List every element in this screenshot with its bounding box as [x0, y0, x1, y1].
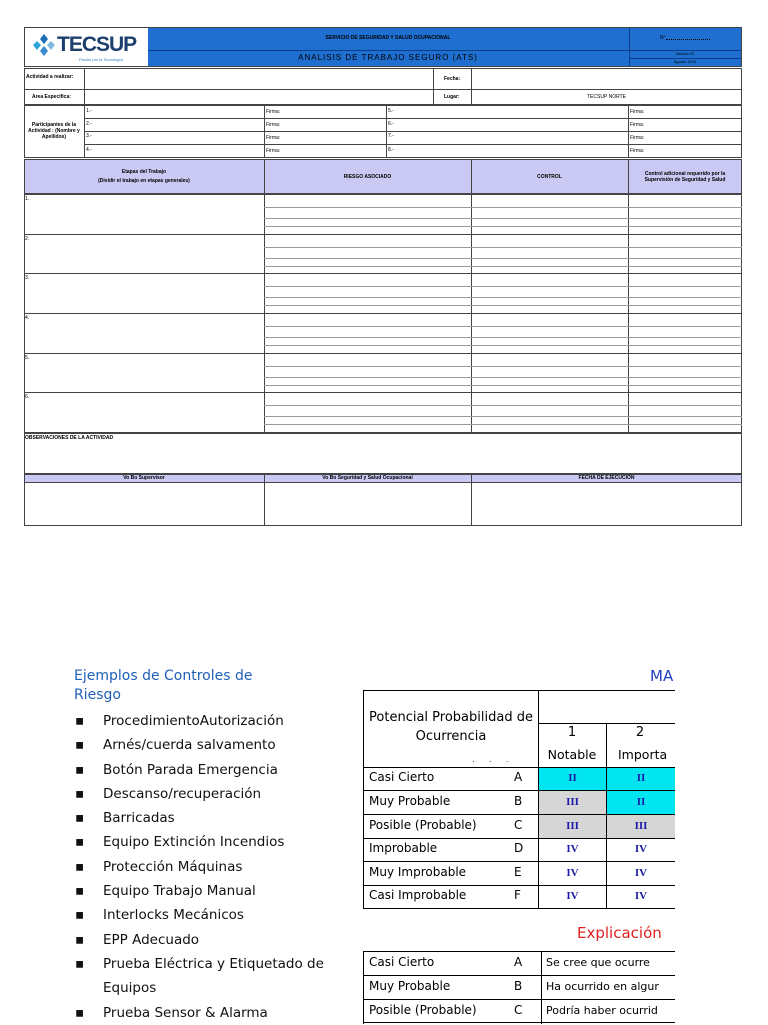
- vobo-sso: Vo Bo Seguridad y Salud Ocupacional: [322, 475, 413, 481]
- stage-subline: [264, 247, 742, 248]
- stage-subline: [264, 286, 742, 287]
- observations-label: OBSERVACIONES DE LA ACTIVIDAD: [25, 435, 114, 441]
- execution-date-field[interactable]: [472, 483, 741, 525]
- stage-subline: [264, 424, 742, 425]
- explanation-row-label: Muy Probable: [369, 979, 451, 993]
- stage-subline: [264, 305, 742, 306]
- explanation-row-text: Podría haber ocurrid: [546, 1004, 658, 1017]
- firma-label[interactable]: Firma:: [630, 109, 645, 115]
- logo: [25, 28, 147, 66]
- matrix-value: IV: [634, 867, 648, 879]
- col-additional: Control adicional requerido por la Supervisión de Seguridad y Salud: [644, 171, 726, 183]
- list-item: ▪ Descanso/recuperación: [75, 785, 262, 802]
- matrix-value: II: [568, 772, 577, 784]
- matrix-value: IV: [566, 843, 579, 855]
- matrix-col2-label: Importa: [618, 747, 668, 762]
- firma-label[interactable]: Firma:: [630, 135, 645, 141]
- explanation-row-letter: C: [514, 1003, 523, 1017]
- explanation-title: Explicación: [577, 924, 662, 942]
- stage-subline: [264, 266, 742, 267]
- stage-subline: [264, 337, 742, 338]
- matrix-title: MA: [650, 667, 674, 685]
- stage-divider: [24, 392, 742, 393]
- activity-input[interactable]: [85, 69, 432, 88]
- list-item: ▪ Equipo Trabajo Manual: [75, 883, 256, 900]
- matrix-value: II: [636, 772, 646, 784]
- list-item: ▪ Barricadas: [75, 810, 175, 827]
- explanation-row-line: [363, 999, 675, 1000]
- matrix-row-label: Casi Cierto: [369, 770, 435, 784]
- lugar-value[interactable]: TECSUP NORTE: [587, 94, 626, 100]
- stage-subline: [264, 218, 742, 219]
- stage-4[interactable]: 4.: [25, 315, 30, 321]
- list-item: ▪ Prueba Sensor & Alarma: [75, 1004, 268, 1021]
- firma-label[interactable]: Firma:: [266, 135, 281, 141]
- fecha-ejecucion: FECHA DE EJECUCIÓN: [578, 475, 635, 481]
- matrix-row-line: [363, 908, 675, 909]
- stage-subline: [264, 326, 742, 327]
- area-input[interactable]: [85, 90, 432, 104]
- activity-label: Actividad a realizar:: [26, 74, 74, 80]
- doc-number-line: [666, 39, 710, 40]
- stage-divider: [24, 313, 742, 314]
- explanation-row-label: Posible (Probable): [369, 1003, 477, 1017]
- matrix-row-line: [363, 885, 675, 886]
- matrix-col2-num: 2: [635, 725, 645, 740]
- stage-subline: [264, 405, 742, 406]
- explanation-col-line: [541, 951, 542, 1024]
- list-item: ▪ Protección Máquinas: [75, 858, 243, 875]
- matrix-row-label: Muy Probable: [369, 794, 451, 808]
- vobo-supervisor: Vo Bo Supervisor: [123, 475, 165, 481]
- matrix-value: III: [634, 820, 648, 832]
- participant-8[interactable]: 8.-: [388, 147, 394, 153]
- matrix-value: III: [566, 820, 579, 832]
- firma-label[interactable]: Firma:: [266, 148, 281, 154]
- logo-text: TECSUP: [57, 33, 137, 56]
- participant-3[interactable]: 3.-: [86, 133, 92, 139]
- firma-label[interactable]: Firma:: [266, 109, 281, 115]
- matrix-row-letter: D: [514, 841, 524, 855]
- logo-tagline: Pasión por la Tecnología: [79, 57, 123, 62]
- matrix-row-letter: B: [514, 794, 523, 808]
- explanation-row-letter: A: [514, 955, 523, 969]
- participant-2[interactable]: 2.-: [86, 121, 92, 127]
- matrix-row-line: [363, 838, 675, 839]
- participants-row-line: [84, 118, 742, 119]
- list-item: ▪ EPP Adecuado: [75, 931, 200, 948]
- explanation-row-line: [363, 975, 675, 976]
- stage-3[interactable]: 3.: [25, 275, 30, 281]
- stage-divider: [24, 234, 742, 235]
- matrix-value: IV: [566, 890, 579, 902]
- participant-7[interactable]: 7.-: [388, 133, 394, 139]
- matrix-value: II: [636, 796, 646, 808]
- participants-label: Participantes de la Actividad : (Nombre y Apellidos): [28, 122, 80, 140]
- observations-box[interactable]: [24, 433, 742, 474]
- stage-subline: [264, 258, 742, 259]
- list-item: ▪ ProcedimientoAutorización: [75, 713, 284, 729]
- col-stages-sub: (Dividir el trabajo en etapas generales): [98, 178, 190, 184]
- matrix-row-line: [363, 861, 675, 862]
- explanation-row-text: Ha ocurrido en algur: [546, 980, 659, 993]
- col-stages: Etapas del Trabajo: [121, 169, 167, 175]
- participant-1[interactable]: 1.-: [86, 108, 92, 114]
- matrix-value: III: [566, 796, 579, 808]
- stage-subline: [264, 385, 742, 386]
- controls-title: Ejemplos de Controles de Riesgo: [74, 668, 253, 703]
- matrix-col1-num: 1: [567, 725, 577, 740]
- list-item: ▪ Botón Parada Emergencia: [75, 761, 278, 778]
- service-title: SERVICIO DE SEGURIDAD Y SALUD OCUPACIONAL: [325, 35, 451, 41]
- doc-title: ANALISIS DE TRABAJO SEGURO (ATS): [298, 53, 478, 62]
- matrix-value: IV: [634, 890, 648, 902]
- stage-subline: [264, 226, 742, 227]
- controls-items: [75, 709, 333, 1025]
- fecha-label: Fecha:: [444, 76, 461, 82]
- stage-subline: [264, 366, 742, 367]
- matrix-row-label: Casi Improbable: [369, 888, 467, 902]
- matrix-value: IV: [566, 867, 579, 879]
- firma-label[interactable]: Firma:: [630, 148, 645, 154]
- doc-date: Agosto 2016: [673, 59, 697, 64]
- supervisor-signature-field[interactable]: [25, 483, 263, 525]
- participant-4[interactable]: 4.-: [86, 147, 92, 153]
- matrix-col1-label: Notable: [547, 747, 597, 762]
- list-item: ▪ Prueba Eléctrica y Etiquetado de Equipos: [75, 955, 324, 997]
- list-item: ▪ Arnés/cuerda salvamento: [75, 737, 276, 754]
- matrix-value: IV: [634, 843, 648, 855]
- explanation-row-line: [363, 1022, 675, 1023]
- firma-label[interactable]: Firma:: [266, 122, 281, 128]
- sso-signature-field[interactable]: [265, 483, 470, 525]
- stage-subline: [264, 345, 742, 346]
- stage-5[interactable]: 5.: [25, 355, 30, 361]
- doc-number-label: N°: [660, 35, 666, 41]
- stage-subline: [264, 297, 742, 298]
- stage-1[interactable]: 1.: [25, 196, 30, 202]
- matrix-row-letter: E: [514, 865, 522, 879]
- participant-5[interactable]: 5.-: [388, 108, 394, 114]
- stage-6[interactable]: 6.: [25, 394, 30, 400]
- fecha-input[interactable]: [472, 69, 741, 88]
- explanation-row-label: Casi Cierto: [369, 955, 435, 969]
- col-control: CONTROL: [537, 174, 562, 180]
- matrix-row-label: Posible (Probable): [369, 818, 477, 832]
- header-col-line: [628, 159, 629, 194]
- matrix-row-letter: C: [514, 818, 523, 832]
- matrix-header-dots: · · ·: [472, 757, 515, 766]
- area-label: Area Especifica:: [32, 94, 71, 100]
- explanation-row-text: Se cree que ocurre: [546, 956, 650, 969]
- matrix-row-label: Improbable: [369, 841, 438, 855]
- participants-row-line: [84, 144, 742, 145]
- activity-col2: [433, 68, 434, 105]
- matrix-row-letter: F: [514, 888, 521, 902]
- participants-row-line: [84, 131, 742, 132]
- stage-subline: [264, 207, 742, 208]
- stage-2[interactable]: 2.: [25, 236, 30, 242]
- list-item: ▪ Equipo Extinción Incendios: [75, 834, 285, 851]
- col-risk: RIESGO ASOCIADO: [343, 174, 392, 180]
- matrix-header: Potencial Probabilidad de Ocurrencia: [369, 710, 533, 744]
- lugar-label: Lugar:: [444, 94, 460, 100]
- stage-subline: [264, 416, 742, 417]
- participant-6[interactable]: 6.-: [388, 121, 394, 127]
- stage-divider: [24, 273, 742, 274]
- tecsup-logo-icon: [31, 33, 57, 57]
- matrix-row-letter: A: [514, 770, 523, 784]
- matrix-row-label: Muy Improbable: [369, 865, 467, 879]
- doc-version: Versión 02: [675, 51, 695, 56]
- list-item: ▪ Interlocks Mecánicos: [75, 907, 244, 924]
- stage-subline: [264, 377, 742, 378]
- firma-label[interactable]: Firma:: [630, 122, 645, 128]
- explanation-row-letter: B: [514, 979, 523, 993]
- stage-divider: [24, 353, 742, 354]
